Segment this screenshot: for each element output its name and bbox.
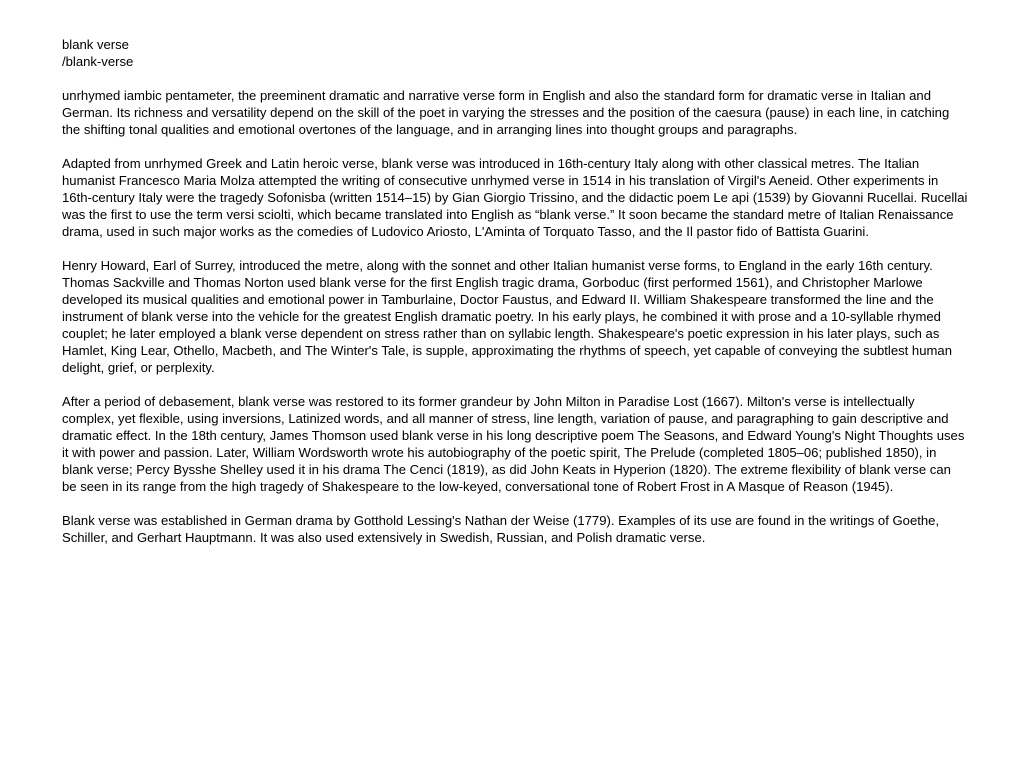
paragraph-definition: unrhymed iambic pentameter, the preeminent dramatic and narrative verse form in English and also the standard form for dramatic verse in Italian and German. Its richness and versatility depend on the skill of the poet in varying the stresses and the position of the caesura (pause) in each line, in catching the shifting tonal qualities and emotional overtones of the language, and in arranging lines into thought groups and paragraphs. [62, 88, 950, 137]
article [62, 36, 968, 546]
paragraph-german-drama: Blank verse was established in German drama by Gotthold Lessing's Nathan der Weise (1779). Examples of its use are found in the writings of Goethe, Schiller, and Gerhart Hauptmann. It was also used extensively in Swedish, Russian, and Polish dramatic verse. [62, 513, 940, 545]
paragraph-italian-origins: Adapted from unrhymed Greek and Latin heroic verse, blank verse was introduced in 16th-century Italy along with other classical metres. The Italian humanist Francesco Maria Molza attempted the writing of consecutive unrhymed verse in 1514 in his translation of Virgil's Aeneid. Other experiments in 16th-century Italy were the tragedy Sofonisba (written 1514–15) by Gian Giorgio Trissino, and the didactic poem Le api (1539) by Giovanni Rucellai. Rucellai was the first to use the term versi sciolti, which became translated into English as “blank verse.” It soon became the standard metre of Italian Renaissance drama, used in such major works as the comedies of Ludovico Ariosto, L'Aminta of Torquato Tasso, and the Il pastor fido of Battista Guarini. [62, 156, 968, 239]
paragraph-english-drama: Henry Howard, Earl of Surrey, introduced the metre, along with the sonnet and other Italian humanist verse forms, to England in the early 16th century. Thomas Sackville and Thomas Norton used blank verse for the first English tragic drama, Gorboduc (first performed 1561), and Christopher Marlowe developed its musical qualities and emotional power in Tamburlaine, Doctor Faustus, and Edward II. William Shakespeare transformed the line and the instrument of blank verse into the vehicle for the greatest English dramatic poetry. In his early plays, he combined it with prose and a 10-syllable rhymed couplet; he later employed a blank verse dependent on stress rather than on syllabic length. Shakespeare's poetic expression in his later plays, such as Hamlet, King Lear, Othello, Macbeth, and The Winter's Tale, is supple, approximating the rhythms of speech, yet capable of conveying the subtlest human delight, grief, or perplexity. [62, 258, 952, 375]
entry-header [62, 36, 968, 70]
entry-title: blank verse [62, 37, 129, 52]
paragraph-milton-and-later: After a period of debasement, blank verse was restored to its former grandeur by John Milton in Paradise Lost (1667). Milton's verse is intellectually complex, yet flexible, using inversions, Latinized words, and all manner of stress, line length, variation of pause, and paragraphing to gain descriptive and dramatic effect. In the 18th century, James Thomson used blank verse in his long descriptive poem The Seasons, and Edward Young's Night Thoughts uses it with power and passion. Later, William Wordsworth wrote his autobiography of the poetic spirit, The Prelude (completed 1805–06; published 1850), in blank verse; Percy Bysshe Shelley used it in his drama The Cenci (1819), as did John Keats in Hyperion (1820). The extreme flexibility of blank verse can be seen in its range from the high tragedy of Shakespeare to the low-keyed, conversational tone of Robert Frost in A Masque of Reason (1945). [62, 394, 965, 494]
entry-slug: /blank-verse [62, 54, 134, 69]
